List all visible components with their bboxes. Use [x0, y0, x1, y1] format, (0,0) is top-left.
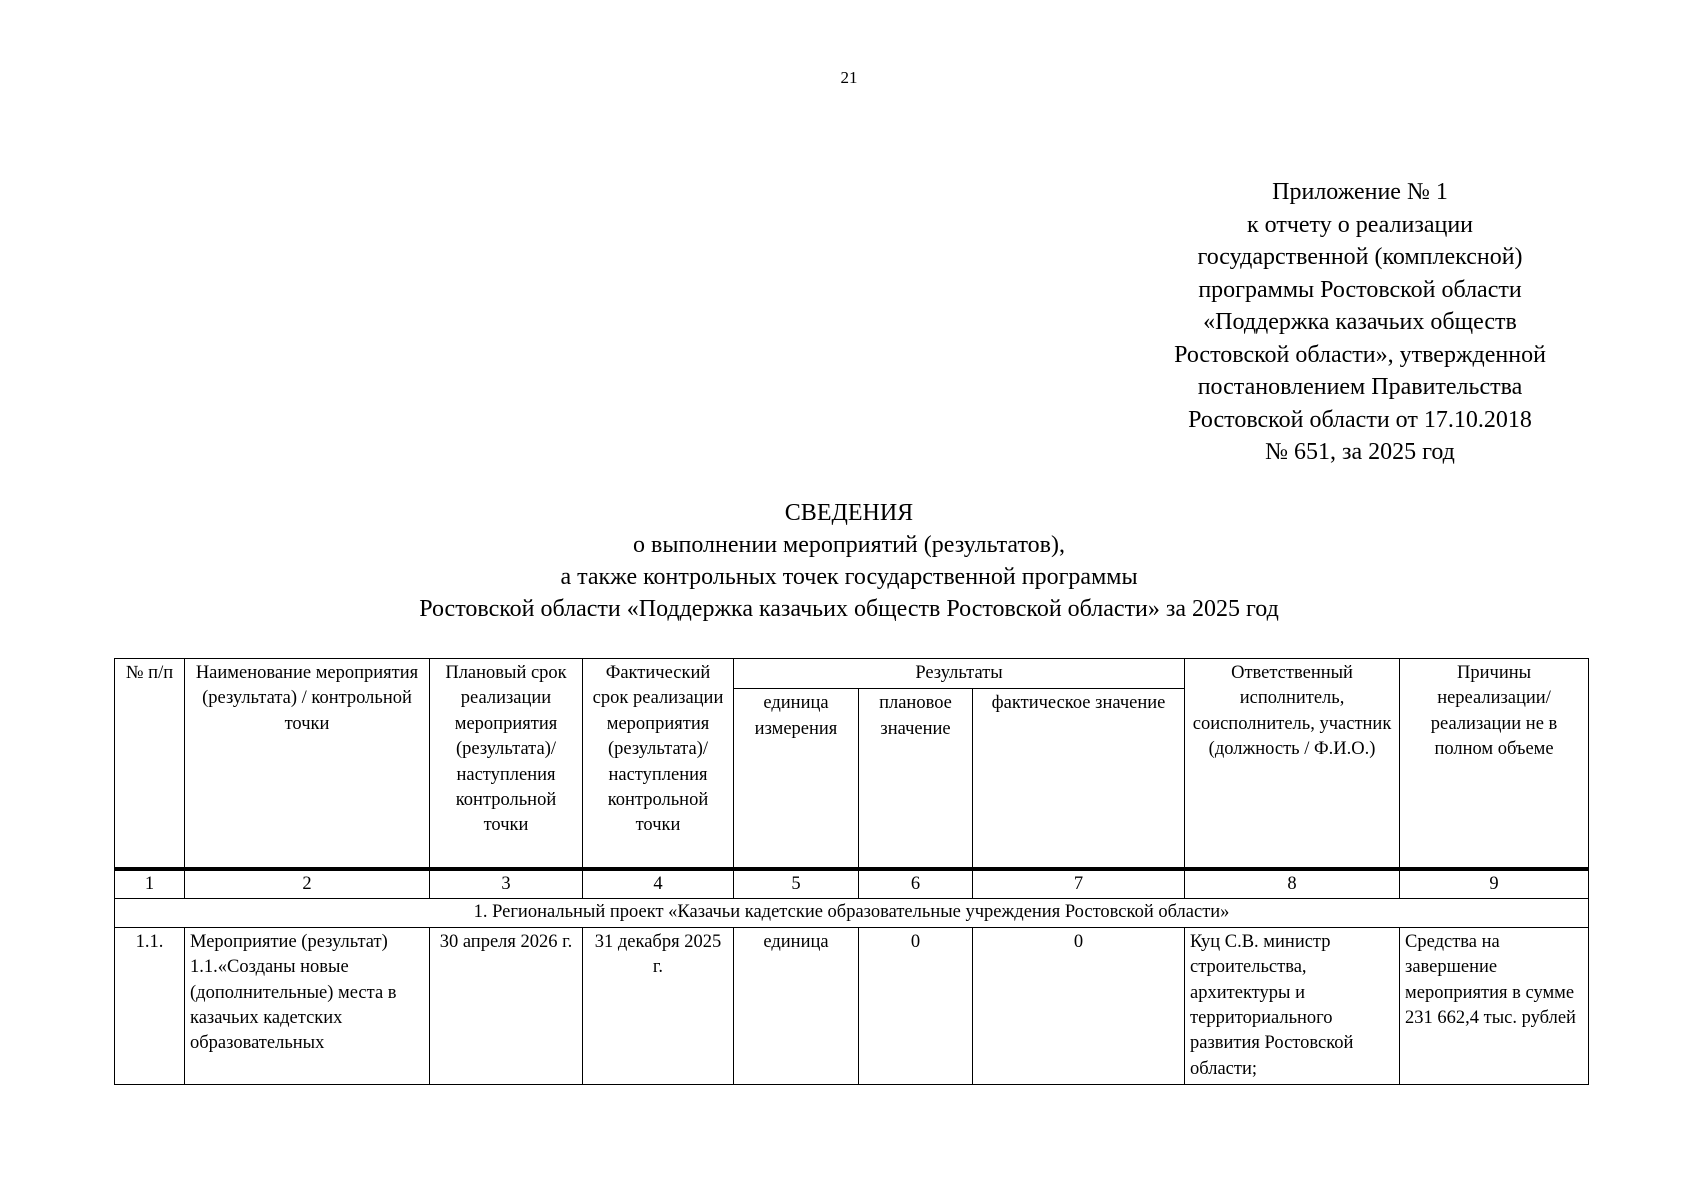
row-number: 1.1.: [115, 927, 185, 1084]
appendix-line: Приложение № 1: [1272, 179, 1448, 205]
row-fact-value: 0: [973, 927, 1185, 1084]
section-row: [115, 899, 1589, 927]
column-number-row: [115, 869, 1589, 899]
column-number-cell: 5: [734, 869, 859, 899]
row-name: Мероприятие (результат) 1.1.«Созданы новые (дополнительные) места в казачьих кадетских образовательных: [185, 927, 430, 1084]
header-cell-unit: единица измерения: [734, 689, 859, 869]
row-fact-date: 31 декабря 2025 г.: [583, 927, 734, 1084]
appendix-line: Ростовской области от 17.10.2018: [1188, 406, 1532, 433]
header-cell-reasons: Причины нереализации/ реализации не в полном объеме: [1400, 659, 1589, 869]
column-number-cell: 6: [859, 869, 973, 899]
header-cell-plan-value: плановое значение: [859, 689, 973, 869]
header-row: [115, 659, 1589, 689]
heading-title: СВЕДЕНИЯ: [784, 500, 914, 526]
header-cell-plan-date: Плановый срок реализации мероприятия (результата)/ наступления контрольной точки: [430, 659, 583, 869]
row-plan-date: 30 апреля 2026 г.: [430, 927, 583, 1084]
row-unit: единица: [734, 927, 859, 1084]
row-responsible: Куц С.В. министр строительства, архитектуры и территориального развития Ростовской области;: [1185, 927, 1400, 1084]
header-cell-fact-value: фактическое значение: [973, 689, 1185, 869]
appendix-line: № 651, за 2025 год: [1265, 439, 1455, 465]
column-number-cell: 7: [973, 869, 1185, 899]
section-title: 1. Региональный проект «Казачьи кадетские образовательные учреждения Ростовской области»: [115, 899, 1589, 927]
header-cell-fact-date: Фактический срок реализации мероприятия (результата)/ наступления контрольной точки: [583, 659, 734, 869]
column-number-cell: 9: [1400, 869, 1589, 899]
column-number-cell: 8: [1185, 869, 1400, 899]
header-cell-number: № п/п: [115, 659, 185, 869]
column-number-cell: 3: [430, 869, 583, 899]
report-table: [114, 658, 1589, 1085]
table-row: [115, 927, 1589, 1084]
row-plan-value: 0: [859, 927, 973, 1084]
appendix-line: постановлением Правительства: [1197, 374, 1523, 400]
header-cell-name: Наименование мероприятия (результата) / контрольной точки: [185, 659, 430, 869]
appendix-line: Ростовской области», утвержденной: [1174, 341, 1546, 368]
appendix-line: «Поддержка казачьих обществ: [1203, 309, 1517, 335]
heading-line: о выполнении мероприятий (результатов),: [633, 532, 1065, 558]
column-number-cell: 2: [185, 869, 430, 899]
appendix-line: государственной (комплексной): [1197, 244, 1523, 270]
column-number-cell: 1: [115, 869, 185, 899]
appendix-line: программы Ростовской области: [1198, 276, 1522, 303]
appendix-line: к отчету о реализации: [1246, 211, 1474, 238]
header-cell-results: Результаты: [734, 659, 1185, 689]
header-cell-responsible: Ответственный исполнитель, соисполнитель, участник (должность / Ф.И.О.): [1185, 659, 1400, 869]
column-number-cell: 4: [583, 869, 734, 899]
row-reason: Средства на завершение мероприятия в сумме 231 662,4 тыс. рублей: [1400, 927, 1589, 1084]
appendix-block: [1130, 176, 1590, 469]
document-heading: [0, 497, 1698, 625]
heading-line: а также контрольных точек государственной программы: [560, 564, 1138, 590]
heading-line: Ростовской области «Поддержка казачьих обществ Ростовской области» за 2025 год: [419, 596, 1279, 622]
page-number: 21: [840, 68, 858, 87]
